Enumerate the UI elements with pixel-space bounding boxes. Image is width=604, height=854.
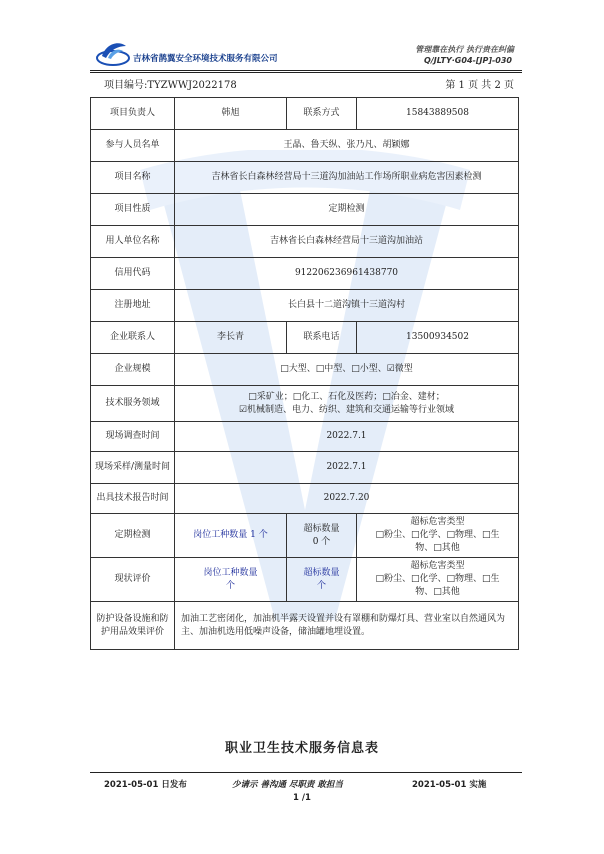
contact-value: 15843889508 [357, 98, 519, 130]
issued-date: 2021-05-01 日发布 [104, 780, 187, 790]
employer-label: 用人单位名称 [91, 226, 175, 258]
scale-label: 企业规模 [91, 354, 175, 386]
status-types-title: 超标危害类型 [410, 561, 465, 571]
header-rule-2 [90, 72, 522, 73]
status-over-label: 超标数量 [303, 567, 340, 578]
periodic-over [287, 514, 357, 558]
status-eval-label: 现状评价 [91, 558, 175, 602]
periodic-posts: 岗位工种数量 1 个 [175, 514, 287, 558]
periodic-types-line-1: □粉尘、□化学、□物理、□生 [375, 530, 500, 540]
periodic-types [357, 514, 519, 558]
status-over [287, 558, 357, 602]
sampling-time-value: 2022.7.1 [175, 452, 519, 484]
document-title: 职业卫生技术服务信息表 [224, 741, 379, 756]
footer-motto: 少请示 善沟通 尽职责 敢担当 [232, 780, 343, 790]
credit-code-label: 信用代码 [91, 258, 175, 290]
leader-label: 项目负责人 [91, 98, 175, 130]
members-label: 参与人员名单 [91, 130, 175, 162]
credit-code-value: 912206236961438770 [175, 258, 519, 290]
protection-eval-value: 加油工艺密闭化，加油机半露天设置并设有罩棚和防爆灯具、营业室以自然通风为主、加油机选用低噪声设备，储油罐地埋设置。 [175, 602, 519, 650]
address-label: 注册地址 [91, 290, 175, 322]
page-counter: 1 /1 [293, 793, 311, 803]
service-field-line-1: □采矿业；□化工、石化及医药；□冶金、建材； [248, 391, 445, 402]
enterprise-contact-value: 李长青 [175, 322, 287, 354]
report-time-value: 2022.7.20 [175, 484, 519, 514]
enterprise-phone-value: 13500934502 [357, 322, 519, 354]
contact-label: 联系方式 [287, 98, 357, 130]
members-value: 王晶、鲁天纵、张乃凡、胡颖娜 [175, 130, 519, 162]
survey-time-value: 2022.7.1 [175, 422, 519, 452]
sampling-time-label: 现场采样/测量时间 [91, 452, 175, 484]
status-types-line-1: □粉尘、□化学、□物理、□生 [375, 574, 500, 584]
header-rule [90, 70, 522, 71]
footer-rule [90, 772, 522, 773]
info-table [90, 97, 519, 650]
status-types-line-2: 物、□其他 [415, 587, 460, 597]
service-field-label: 技术服务领域 [91, 386, 175, 422]
status-posts-unit: 个 [225, 580, 235, 591]
scale-value: □大型、□中型、□小型、☑微型 [175, 354, 519, 386]
employer-value: 吉林省长白森林经营局十三道沟加油站 [175, 226, 519, 258]
project-number: 项目编号:TYZWWJ2022178 [104, 80, 237, 91]
effective-date: 2021-05-01 实施 [412, 780, 487, 790]
survey-time-label: 现场调查时间 [91, 422, 175, 452]
company-name: 吉林省鹊翼安全环境技术服务有限公司 [133, 54, 278, 64]
periodic-label: 定期检测 [91, 514, 175, 558]
header-slogan: 管理靠在执行 执行贵在纠偏 [415, 45, 514, 54]
project-nature-value: 定期检测 [175, 194, 519, 226]
status-posts-label: 岗位工种数量 [203, 567, 258, 578]
report-time-label: 出具技术报告时间 [91, 484, 175, 514]
status-types [357, 558, 519, 602]
project-name-value: 吉林省长白森林经营局十三道沟加油站工作场所职业病危害因素检测 [175, 162, 519, 194]
periodic-types-line-2: 物、□其他 [415, 543, 460, 553]
project-nature-label: 项目性质 [91, 194, 175, 226]
enterprise-phone-label: 联系电话 [287, 322, 357, 354]
company-logo-icon [96, 40, 130, 66]
status-posts [175, 558, 287, 602]
document-code: Q/JLTY·G04-[JP]-030 [424, 56, 512, 65]
address-value: 长白县十二道沟镇十三道沟村 [175, 290, 519, 322]
leader-value: 韩旭 [175, 98, 287, 130]
periodic-over-label: 超标数量 [303, 523, 340, 534]
project-name-label: 项目名称 [91, 162, 175, 194]
periodic-types-title: 超标危害类型 [410, 517, 465, 527]
enterprise-contact-label: 企业联系人 [91, 322, 175, 354]
periodic-over-value: 0 个 [312, 536, 331, 547]
service-field-value [175, 386, 519, 422]
status-over-unit: 个 [316, 580, 326, 591]
page-indicator: 第 1 页 共 2 页 [445, 80, 514, 91]
service-field-line-2: ☑机械制造、电力、纺织、建筑和交通运输等行业领域 [238, 404, 455, 415]
protection-eval-label: 防护设备设施和防护用品效果评价 [91, 602, 175, 650]
